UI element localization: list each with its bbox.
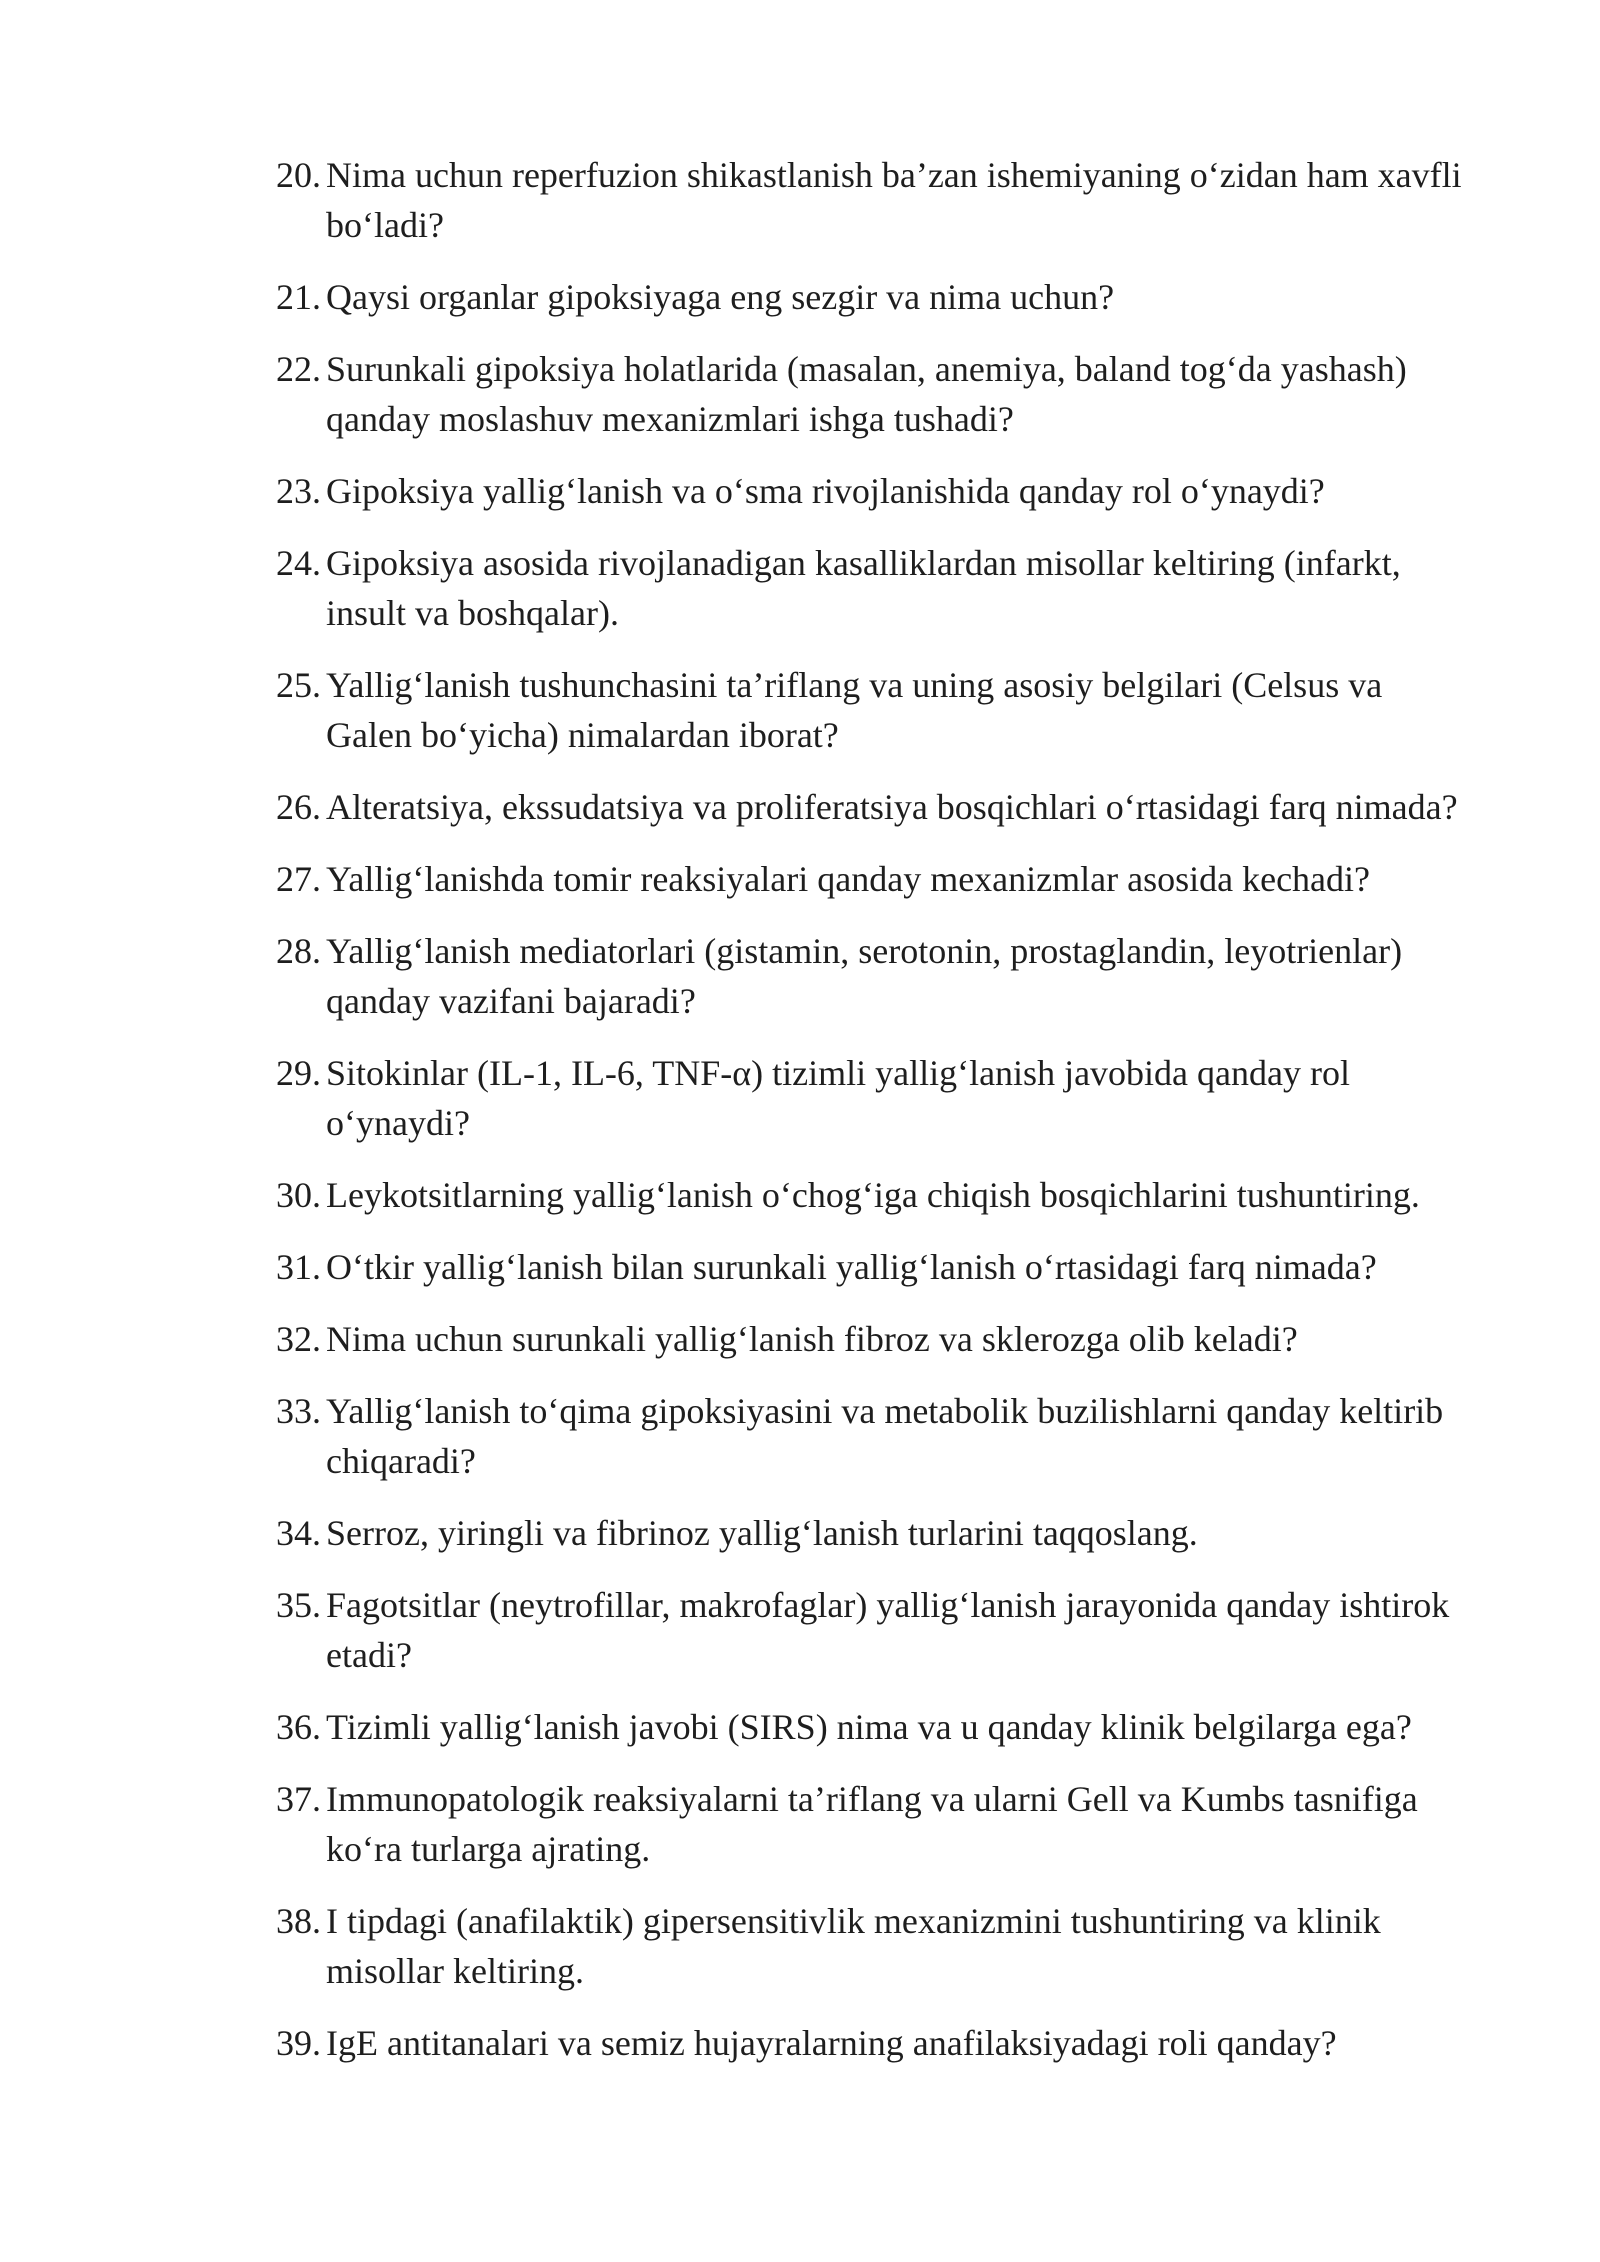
question-number: 26. [276, 787, 321, 827]
question-text: Yallig‘lanishda tomir reaksiyalari qanday mexanizmlar asosida kechadi? [326, 859, 1370, 899]
question-text: Qaysi organlar gipoksiyaga eng sezgir va nima uchun? [326, 277, 1115, 317]
question-number: 24. [276, 543, 321, 583]
question-item [276, 660, 1476, 760]
question-text: Gipoksiya asosida rivojlanadigan kasalliklardan misollar keltiring (infarkt, insult va boshqalar). [326, 543, 1401, 633]
question-item [276, 1508, 1476, 1558]
question-text: I tipdagi (anafilaktik) gipersensitivlik mexanizmini tushuntiring va klinik misollar keltiring. [326, 1901, 1381, 1991]
question-number: 30. [276, 1175, 321, 1215]
question-text: Yallig‘lanish to‘qima gipoksiyasini va metabolik buzilishlarni qanday keltirib chiqaradi? [326, 1391, 1444, 1481]
question-text: Tizimli yallig‘lanish javobi (SIRS) nima va u qanday klinik belgilarga ega? [326, 1707, 1412, 1747]
question-item [276, 272, 1476, 322]
question-number: 36. [276, 1707, 321, 1747]
question-number: 21. [276, 277, 321, 317]
question-text: Alteratsiya, ekssudatsiya va proliferatsiya bosqichlari o‘rtasidagi farq nimada? [326, 787, 1458, 827]
question-item [276, 2018, 1476, 2068]
question-item [276, 1048, 1476, 1148]
question-text: O‘tkir yallig‘lanish bilan surunkali yallig‘lanish o‘rtasidagi farq nimada? [326, 1247, 1377, 1287]
question-item [276, 538, 1476, 638]
question-text: Yallig‘lanish tushunchasini ta’riflang va uning asosiy belgilari (Celsus va Galen bo‘yicha) nimalardan iborat? [326, 665, 1383, 755]
question-list [276, 150, 1476, 2090]
question-number: 27. [276, 859, 321, 899]
question-text: Leykotsitlarning yallig‘lanish o‘chog‘iga chiqish bosqichlarini tushuntiring. [326, 1175, 1420, 1215]
question-item [276, 782, 1476, 832]
question-item [276, 1170, 1476, 1220]
question-number: 28. [276, 931, 321, 971]
question-number: 31. [276, 1247, 321, 1287]
question-text: Gipoksiya yallig‘lanish va o‘sma rivojlanishida qanday rol o‘ynaydi? [326, 471, 1325, 511]
question-number: 38. [276, 1901, 321, 1941]
question-item [276, 466, 1476, 516]
question-item [276, 854, 1476, 904]
question-number: 37. [276, 1779, 321, 1819]
question-item [276, 1314, 1476, 1364]
question-text: Yallig‘lanish mediatorlari (gistamin, serotonin, prostaglandin, leyotrienlar) qanday vazifani bajaradi? [326, 931, 1403, 1021]
question-number: 35. [276, 1585, 321, 1625]
question-text: Nima uchun surunkali yallig‘lanish fibroz va sklerozga olib keladi? [326, 1319, 1298, 1359]
question-text: Serroz, yiringli va fibrinoz yallig‘lanish turlarini taqqoslang. [326, 1513, 1198, 1553]
question-text: Nima uchun reperfuzion shikastlanish ba’zan ishemiyaning o‘zidan ham xavfli bo‘ladi? [326, 155, 1462, 245]
question-number: 39. [276, 2023, 321, 2063]
question-text: Immunopatologik reaksiyalarni ta’riflang va ularni Gell va Kumbs tasnifiga ko‘ra turlarga ajrating. [326, 1779, 1418, 1869]
question-item [276, 1702, 1476, 1752]
question-number: 29. [276, 1053, 321, 1093]
question-item [276, 150, 1476, 250]
question-number: 33. [276, 1391, 321, 1431]
question-item [276, 344, 1476, 444]
question-item [276, 1774, 1476, 1874]
question-text: Sitokinlar (IL-1, IL-6, TNF-α) tizimli yallig‘lanish javobida qanday rol o‘ynaydi? [326, 1053, 1350, 1143]
question-item [276, 926, 1476, 1026]
question-item [276, 1580, 1476, 1680]
question-text: IgE antitanalari va semiz hujayralarning anafilaksiyadagi roli qanday? [326, 2023, 1337, 2063]
question-number: 25. [276, 665, 321, 705]
question-number: 32. [276, 1319, 321, 1359]
question-item [276, 1896, 1476, 1996]
question-text: Fagotsitlar (neytrofillar, makrofaglar) yallig‘lanish jarayonida qanday ishtirok etadi? [326, 1585, 1450, 1675]
question-item [276, 1242, 1476, 1292]
question-item [276, 1386, 1476, 1486]
question-number: 22. [276, 349, 321, 389]
question-text: Surunkali gipoksiya holatlarida (masalan, anemiya, baland tog‘da yashash) qanday moslashuv mexanizmlari ishga tushadi? [326, 349, 1407, 439]
question-number: 20. [276, 155, 321, 195]
question-number: 23. [276, 471, 321, 511]
question-number: 34. [276, 1513, 321, 1553]
